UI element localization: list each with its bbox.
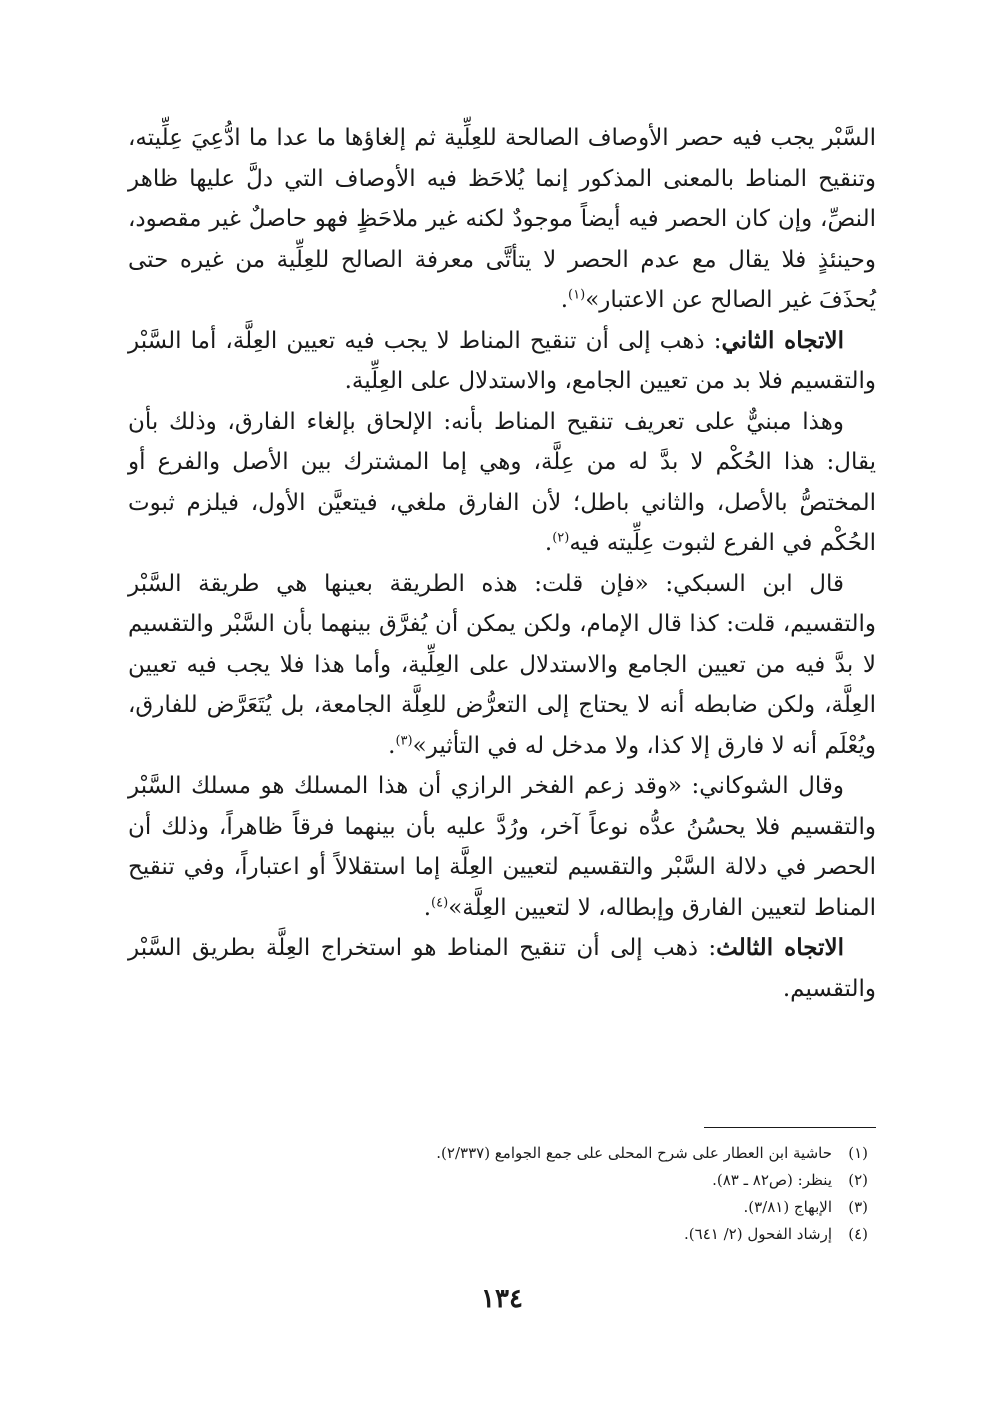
footnote-1 — [128, 1140, 876, 1167]
paragraph-6-text: : ذهب إلى أن تنقيح المناط هو استخراج العِلَّة بطريق السَّبْر والتقسيم. — [128, 935, 876, 1002]
footnote-4 — [128, 1221, 876, 1248]
paragraph-5 — [128, 766, 876, 928]
footnote-ref-2: (٢) — [552, 530, 570, 546]
paragraph-3-end: . — [544, 530, 553, 556]
footnote-number: (١) — [848, 1144, 868, 1162]
paragraph-5-text: وقال الشوكاني: «وقد زعم الفخر الرازي أن هذا المسلك هو مسلك السَّبْر والتقسيم فلا يحسُنُ عدُّه نوعاً آخر، ورُدَّ عليه بأن بينهما فرقاً ظاهراً، وذلك أن الحصر في دلالة السَّبْر والتقسيم لتعيين العِلَّة إما استقلالاً أو اعتباراً، وفي تنقيح المناط لتعيين الفارق وإبطاله، لا لتعيين العِلَّة» — [128, 773, 876, 921]
footnote-ref-3: (٣) — [395, 732, 413, 748]
paragraph-3 — [128, 402, 876, 564]
footnote-text: حاشية ابن العطار على شرح المحلى على جمع الجوامع (٢/٣٣٧). — [436, 1144, 832, 1162]
footnote-3 — [128, 1194, 876, 1221]
footnote-ref-4: (٤) — [431, 894, 449, 910]
paragraph-3-text: وهذا مبنيٌّ على تعريف تنقيح المناط بأنه: الإلحاق بإلغاء الفارق، وذلك بأن يقال: هذا الحُكْم لا بدَّ له من عِلَّة، وهي إما المشترك بين الأصل والفرع أو المختصُّ بالأصل، والثاني باطل؛ لأن الفارق ملغي، فيتعيَّن الأول، فيلزم ثبوت الحُكْم في الفرع لثبوت عِلِّيته فيه — [128, 408, 876, 556]
main-text — [128, 118, 876, 1009]
footnote-2 — [128, 1167, 876, 1194]
page-number: ١٣٤ — [481, 1284, 523, 1314]
footnote-text: الإبهاج (٣/٨١). — [743, 1198, 832, 1216]
footnote-text: ينظر: (ص٨٢ ـ ٨٣). — [712, 1171, 832, 1189]
paragraph-4 — [128, 564, 876, 767]
footnotes — [128, 1140, 876, 1248]
paragraph-5-end: . — [423, 894, 432, 921]
paragraph-2-text: : ذهب إلى أن تنقيح المناط لا يجب فيه تعيين العِلَّة، أما السَّبْر والتقسيم فلا بد من تعيين الجامع، والاستدلال على العِلِّية. — [128, 327, 876, 394]
paragraph-6 — [128, 928, 876, 1009]
footnote-number: (٣) — [848, 1198, 868, 1216]
footnote-text: إرشاد الفحول (٢/ ٦٤١). — [684, 1225, 832, 1243]
footnote-number: (٤) — [848, 1225, 868, 1243]
third-direction-heading: الاتجاه الثالث — [716, 934, 844, 961]
footnote-ref-1: (١) — [568, 287, 586, 303]
paragraph-1-text: السَّبْر يجب فيه حصر الأوصاف الصالحة للعِلِّية ثم إلغاؤها ما عدا ما ادُّعِيَ عِلِّيته، وتنقيح المناط بالمعنى المذكور إنما يُلاحَظ فيه الأوصاف التي دلَّ عليها ظاهر النصِّ، وإن كان الحصر فيه أيضاً موجودٌ لكنه غير ملاحَظٍ فهو حاصلٌ غير مقصود، وحينئذٍ فلا يقال مع عدم الحصر لا يتأتَّى معرفة الصالح للعِلِّية من غيره حتى يُحذَفَ غير الصالح عن الاعتبار» — [128, 125, 876, 313]
footnote-separator — [704, 1127, 876, 1128]
paragraph-1 — [128, 118, 876, 321]
paragraph-4-end: . — [388, 732, 396, 759]
paragraph-2 — [128, 321, 876, 402]
paragraph-4-text: قال ابن السبكي: «فإن قلت: هذه الطريقة بعينها هي طريقة السَّبْر والتقسيم، قلت: كذا قال الإمام، ولكن يمكن أن يُفرَّق بينهما بأن السَّبْر والتقسيم لا بدَّ فيه من تعيين الجامع والاستدلال على العِلِّية، وأما هذا فلا يجب فيه تعيين العِلَّة، ولكن ضابطه أنه لا يحتاج إلى التعرُّض للعِلَّة الجامعة، بل يُتَعَرَّض للفارق، ويُعْلَم أنه لا فارق إلا كذا، ولا مدخل له في التأثير» — [128, 570, 876, 759]
footnote-number: (٢) — [848, 1171, 868, 1189]
paragraph-1-end: . — [560, 287, 569, 313]
second-direction-heading: الاتجاه الثاني — [721, 326, 844, 354]
